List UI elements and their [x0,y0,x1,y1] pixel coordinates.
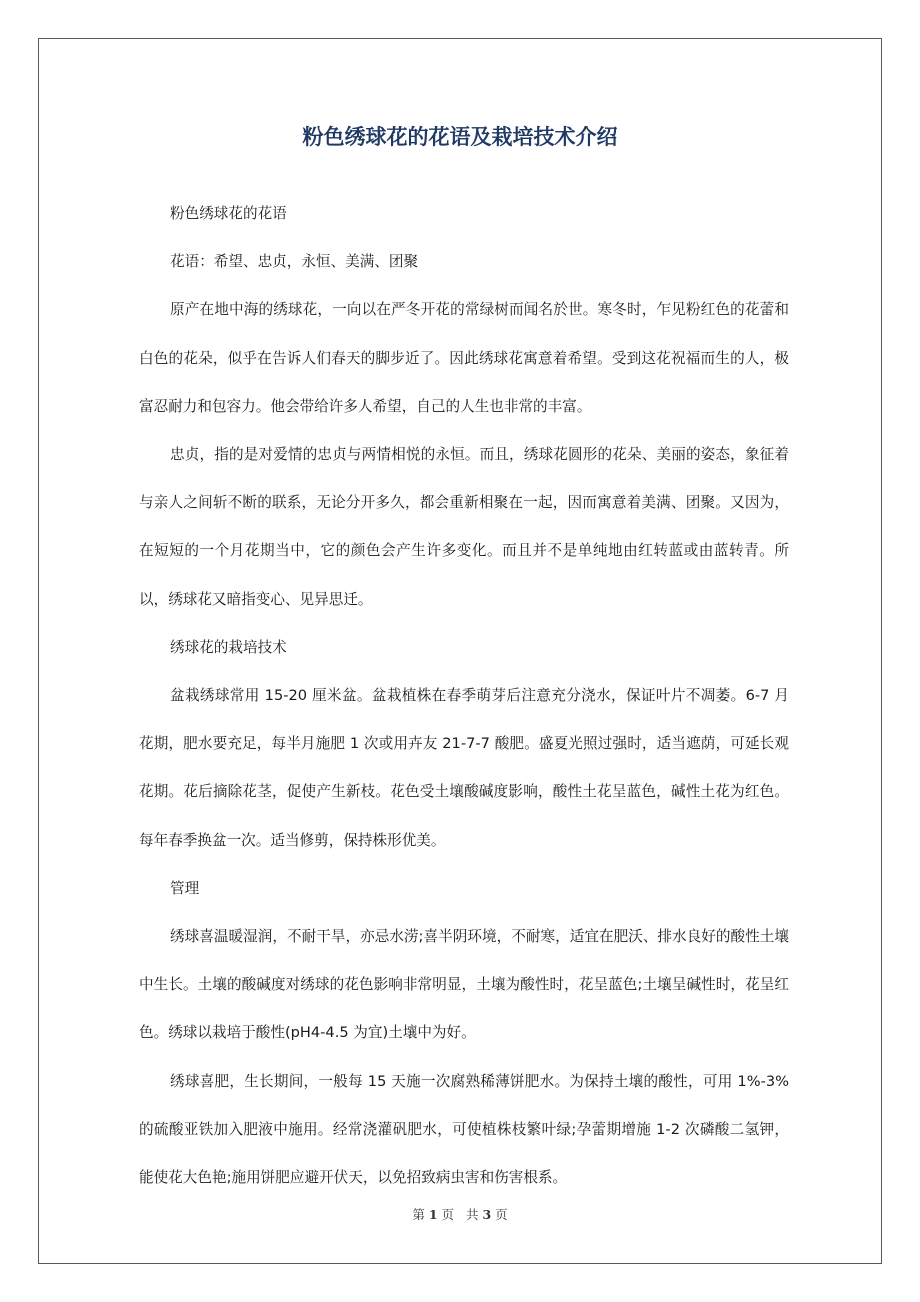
footer-page-current: 1 [428,1207,438,1222]
page-footer [0,1205,920,1225]
paragraph-heading-cultivation: 绣球花的栽培技术 [170,638,287,656]
footer-page-mid: 页 共 [441,1207,479,1222]
paragraph-heading-management: 管理 [170,879,200,897]
paragraph-origin: 原产在地中海的绣球花，一向以在严冬开花的常绿树而闻名於世。寒冬时，乍见粉红色的花蕾和白色的花朵，似乎在告诉人们春天的脚步近了。因此绣球花寓意着希望。受到这花祝福而生的人，极富忍耐力和包容力。他会带给许多人希望，自己的人生也非常的丰富。 [139,301,789,415]
footer-page-suffix: 页 [495,1207,508,1222]
paragraph-flower-meanings: 花语：希望、忠贞，永恒、美满、团聚 [170,253,419,271]
footer-page-total: 3 [482,1207,492,1222]
paragraph-loyalty: 忠贞，指的是对爱情的忠贞与两情相悦的永恒。而且，绣球花圆形的花朵、美丽的姿态，象征着与亲人之间斩不断的联系，无论分开多久，都会重新相聚在一起，因而寓意着美满、团聚。又因为，在短短的一个月花期当中，它的颜色会产生许多变化。而且并不是单纯地由红转蓝或由蓝转青。所以，绣球花又暗指变心、见异思迁。 [139,446,789,608]
document-title: 粉色绣球花的花语及栽培技术介绍 [302,125,618,149]
paragraph-heading-flower-language: 粉色绣球花的花语 [170,205,287,222]
footer-page-prefix: 第 [412,1207,425,1222]
document-body [139,190,789,1202]
paragraph-environment: 绣球喜温暖湿润，不耐干旱，亦忌水涝;喜半阴环境，不耐寒，适宜在肥沃、排水良好的酸性土壤中生长。土壤的酸碱度对绣球的花色影响非常明显，土壤为酸性时，花呈蓝色;土壤呈碱性时，花呈红色。绣球以栽培于酸性(pH4-4.5 为宜)土壤中为好。 [139,928,789,1042]
paragraph-fertilizer: 绣球喜肥，生长期间，一般每 15 天施一次腐熟稀薄饼肥水。为保持土壤的酸性，可用 1%-3%的硫酸亚铁加入肥液中施用。经常浇灌矾肥水，可使植株枝繁叶绿;孕蕾期增施 1-2 次磷酸二氢钾，能使花大色艳;施用饼肥应避开伏天，以免招致病虫害和伤害根系。 [139,1072,789,1187]
paragraph-potting: 盆栽绣球常用 15-20 厘米盆。盆栽植株在春季萌芽后注意充分浇水，保证叶片不凋萎。6-7 月花期，肥水要充足，每半月施肥 1 次或用卉友 21-7-7 酸肥。盛夏光照过强时，适当遮荫，可延长观花期。花后摘除花茎，促使产生新枝。花色受土壤酸碱度影响，酸性土花呈蓝色，碱性土花为红色。每年春季换盆一次。适当修剪，保持株形优美。 [139,687,789,849]
